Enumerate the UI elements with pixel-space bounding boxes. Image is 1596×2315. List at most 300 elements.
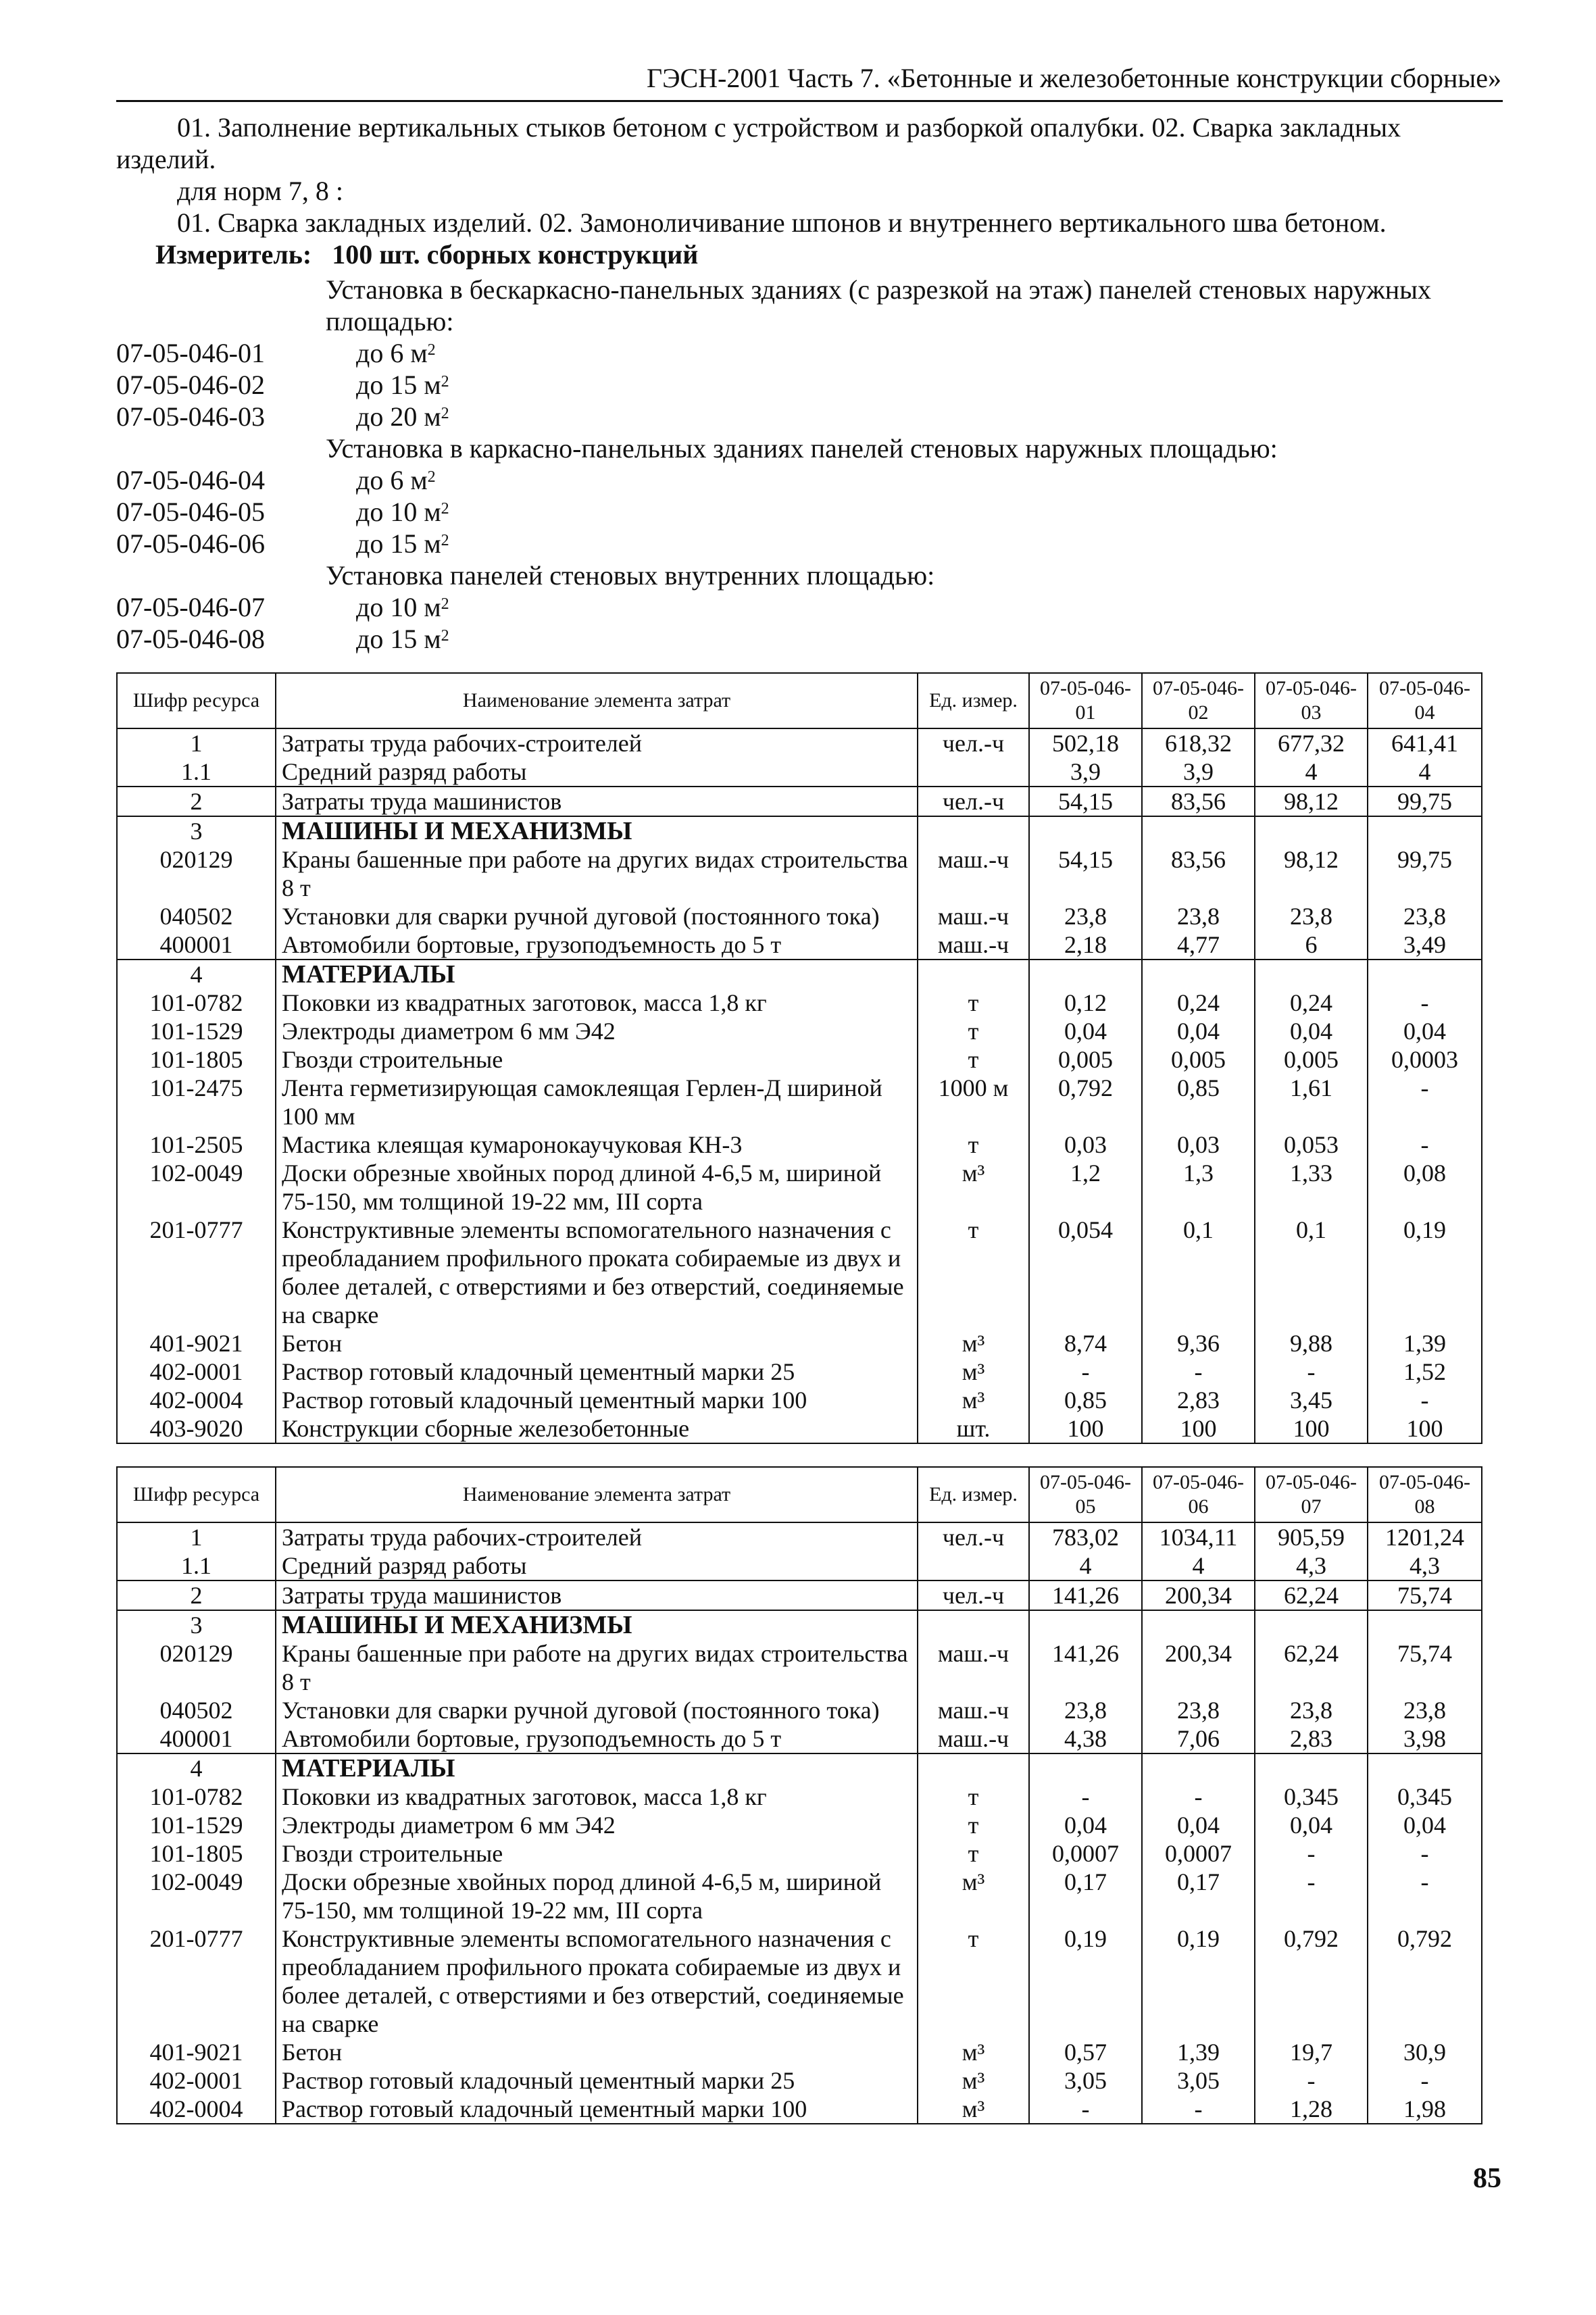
table-row	[117, 845, 1482, 902]
cell-value: 0,57	[1029, 2038, 1142, 2066]
cell-value: 23,8	[1029, 1696, 1142, 1724]
cell-name: Доски обрезные хвойных пород длиной 4-6,5 м, шириной 75-150, мм толщиной 19-22 мм, III сорта	[276, 1159, 918, 1216]
cell-code: 1	[117, 728, 276, 757]
cell-value: 0,792	[1368, 1924, 1482, 2038]
cell-code: 4	[117, 1753, 276, 1783]
cell-value	[1368, 816, 1482, 845]
cell-name: Раствор готовый кладочный цементный марки 25	[276, 2066, 918, 2095]
cell-name: МАТЕРИАЛЫ	[276, 960, 918, 989]
cell-value: 23,8	[1142, 902, 1255, 930]
table-row	[117, 1924, 1482, 2038]
cell-unit: чел.-ч	[918, 728, 1029, 757]
header-norm-column: 07-05-046-02	[1142, 673, 1255, 728]
cell-value	[1368, 1753, 1482, 1783]
cell-code: 4	[117, 960, 276, 989]
cell-value: 0,12	[1029, 989, 1142, 1017]
cell-unit: м³	[918, 1358, 1029, 1386]
table-row	[117, 1017, 1482, 1045]
cell-value: -	[1255, 1358, 1368, 1386]
cell-value	[1029, 1753, 1142, 1783]
cell-value: 4	[1368, 757, 1482, 787]
header-norm-column: 07-05-046-05	[1029, 1467, 1142, 1522]
norm-area-text: до 6 м	[356, 338, 428, 368]
cell-unit: м³	[918, 1329, 1029, 1358]
cell-value: 98,12	[1255, 787, 1368, 816]
header-norm-column: 07-05-046-04	[1368, 673, 1482, 728]
cell-value: 3,05	[1142, 2066, 1255, 2095]
cell-code: 3	[117, 1610, 276, 1639]
cell-code: 401-9021	[117, 2038, 276, 2066]
cell-value: 1,52	[1368, 1358, 1482, 1386]
cell-value: 0,08	[1368, 1159, 1482, 1216]
cell-code: 101-0782	[117, 1783, 276, 1811]
cell-code: 2	[117, 1580, 276, 1610]
cell-value: 618,32	[1142, 728, 1255, 757]
table-row	[117, 1811, 1482, 1839]
table-row	[117, 1358, 1482, 1386]
cell-unit: м³	[918, 2038, 1029, 2066]
cell-name: Гвозди строительные	[276, 1045, 918, 1074]
cell-value: 1,61	[1255, 1074, 1368, 1130]
cell-value: 0,005	[1142, 1045, 1255, 1074]
cell-value: 9,36	[1142, 1329, 1255, 1358]
table-row	[117, 1580, 1482, 1610]
cell-unit: маш.-ч	[918, 1696, 1029, 1724]
cell-code: 402-0004	[117, 2095, 276, 2124]
norm-code: 07-05-046-07	[116, 592, 265, 622]
table-row	[117, 1130, 1482, 1159]
section-row	[117, 960, 1482, 989]
cell-value: 0,04	[1368, 1811, 1482, 1839]
cell-value: 0,85	[1142, 1074, 1255, 1130]
cell-value	[1142, 1610, 1255, 1639]
header-name: Наименование элемента затрат	[276, 673, 918, 728]
cell-value: 1,3	[1142, 1159, 1255, 1216]
norm-area-text: до 10 м	[356, 592, 441, 622]
cell-name: Раствор готовый кладочный цементный марки 25	[276, 1358, 918, 1386]
cell-value: 6	[1255, 930, 1368, 960]
norm-code: 07-05-046-02	[116, 370, 265, 400]
cell-code: 400001	[117, 930, 276, 960]
measure-line	[155, 239, 698, 270]
norm-description	[356, 496, 449, 528]
running-header: ГЭСН-2001 Часть 7. «Бетонные и железобетонные конструкции сборные»	[646, 63, 1501, 93]
header-unit: Ед. измер.	[918, 673, 1029, 728]
cell-code: 400001	[117, 1724, 276, 1753]
cell-name: Поковки из квадратных заготовок, масса 1,8 кг	[276, 1783, 918, 1811]
cell-value: 3,49	[1368, 930, 1482, 960]
header-norm-column: 07-05-046-01	[1029, 673, 1142, 728]
cell-value: 0,04	[1142, 1811, 1255, 1839]
table-row	[117, 1386, 1482, 1414]
cell-value: 2,83	[1255, 1724, 1368, 1753]
table-header-row	[117, 673, 1482, 728]
cell-value: 0,04	[1255, 1811, 1368, 1839]
section-row	[117, 816, 1482, 845]
cell-unit: маш.-ч	[918, 1639, 1029, 1696]
norm-area-exponent: 2	[441, 500, 449, 518]
cell-value: -	[1368, 2066, 1482, 2095]
cell-value: -	[1142, 1358, 1255, 1386]
cell-name: МАТЕРИАЛЫ	[276, 1753, 918, 1783]
cell-unit: маш.-ч	[918, 1724, 1029, 1753]
cell-unit: т	[918, 1045, 1029, 1074]
page-number: 85	[1473, 2163, 1501, 2194]
section-row	[117, 1610, 1482, 1639]
cell-value: 4,3	[1255, 1551, 1368, 1580]
cell-value: -	[1029, 1358, 1142, 1386]
header-norm-column: 07-05-046-07	[1255, 1467, 1368, 1522]
cell-value: 4	[1255, 757, 1368, 787]
cell-value: 0,04	[1142, 1017, 1255, 1045]
cell-value: -	[1368, 1074, 1482, 1130]
cell-unit: т	[918, 1839, 1029, 1868]
table-row	[117, 1159, 1482, 1216]
cell-unit: чел.-ч	[918, 1580, 1029, 1610]
cell-value: 100	[1029, 1414, 1142, 1443]
cell-unit: 1000 м	[918, 1074, 1029, 1130]
intro-norms-label: для норм 7, 8 :	[177, 176, 343, 206]
cell-value: 99,75	[1368, 845, 1482, 902]
measure-label: Измеритель:	[155, 239, 312, 270]
cell-value: 3,9	[1029, 757, 1142, 787]
cell-unit: м³	[918, 1386, 1029, 1414]
resource-table-1	[116, 672, 1482, 1444]
cell-value: 62,24	[1255, 1639, 1368, 1696]
cell-value: 502,18	[1029, 728, 1142, 757]
norm-code: 07-05-046-05	[116, 497, 265, 527]
cell-unit: т	[918, 1783, 1029, 1811]
cell-value: 0,0007	[1142, 1839, 1255, 1868]
cell-value: 2,83	[1142, 1386, 1255, 1414]
cell-value	[1255, 816, 1368, 845]
norm-area-text: до 15 м	[356, 624, 441, 654]
cell-value: 9,88	[1255, 1329, 1368, 1358]
norm-code: 07-05-046-03	[116, 401, 265, 432]
header-norm-column: 07-05-046-08	[1368, 1467, 1482, 1522]
cell-code: 101-1529	[117, 1017, 276, 1045]
norm-code: 07-05-046-01	[116, 338, 265, 368]
norm-area-text: до 20 м	[356, 401, 441, 432]
cell-value: 3,05	[1029, 2066, 1142, 2095]
cell-value: 1,33	[1255, 1159, 1368, 1216]
norm-description	[356, 369, 449, 401]
cell-code: 403-9020	[117, 1414, 276, 1443]
cell-value: 0,1	[1255, 1216, 1368, 1329]
cell-name: Затраты труда рабочих-строителей	[276, 728, 918, 757]
norm-area-exponent: 2	[441, 595, 449, 613]
header-norm-column: 07-05-046-06	[1142, 1467, 1255, 1522]
cell-unit: т	[918, 1811, 1029, 1839]
cell-value: 100	[1142, 1414, 1255, 1443]
cell-value: 0,792	[1029, 1074, 1142, 1130]
cell-name: Затраты труда рабочих-строителей	[276, 1522, 918, 1551]
cell-value: -	[1368, 1868, 1482, 1924]
cell-value: 141,26	[1029, 1639, 1142, 1696]
norm-description	[356, 464, 436, 496]
cell-value: 1,28	[1255, 2095, 1368, 2124]
cell-unit: м³	[918, 1159, 1029, 1216]
cell-name: Установки для сварки ручной дуговой (постоянного тока)	[276, 1696, 918, 1724]
cell-code: 020129	[117, 1639, 276, 1696]
cell-unit: маш.-ч	[918, 902, 1029, 930]
cell-value: 0,19	[1029, 1924, 1142, 2038]
cell-name: Электроды диаметром 6 мм Э42	[276, 1811, 918, 1839]
cell-code: 1.1	[117, 757, 276, 787]
table-row	[117, 1839, 1482, 1868]
norm-area-exponent: 2	[441, 405, 449, 422]
cell-unit	[918, 816, 1029, 845]
cell-value: 0,054	[1029, 1216, 1142, 1329]
cell-name: Поковки из квадратных заготовок, масса 1,8 кг	[276, 989, 918, 1017]
cell-value	[1255, 960, 1368, 989]
cell-value: 677,32	[1255, 728, 1368, 757]
cell-value: -	[1142, 2095, 1255, 2124]
header-name: Наименование элемента затрат	[276, 1467, 918, 1522]
cell-code: 402-0001	[117, 1358, 276, 1386]
cell-name: Затраты труда машинистов	[276, 1580, 918, 1610]
table-row	[117, 1724, 1482, 1753]
cell-name: Средний разряд работы	[276, 757, 918, 787]
cell-unit: м³	[918, 2066, 1029, 2095]
cell-value	[1142, 816, 1255, 845]
cell-unit: маш.-ч	[918, 930, 1029, 960]
cell-value: 7,06	[1142, 1724, 1255, 1753]
norm-code: 07-05-046-04	[116, 465, 265, 495]
norm-description	[356, 623, 449, 655]
cell-unit: т	[918, 1130, 1029, 1159]
cell-value: -	[1368, 1386, 1482, 1414]
cell-value: 0,03	[1029, 1130, 1142, 1159]
cell-code: 402-0004	[117, 1386, 276, 1414]
cell-value: 23,8	[1368, 1696, 1482, 1724]
measure-value: 100 шт. сборных конструкций	[332, 239, 699, 270]
cell-value: 8,74	[1029, 1329, 1142, 1358]
header-code: Шифр ресурса	[117, 673, 276, 728]
table-row	[117, 1783, 1482, 1811]
cell-value: 4	[1142, 1551, 1255, 1580]
cell-value	[1255, 1610, 1368, 1639]
cell-value: 0,19	[1142, 1924, 1255, 2038]
cell-value: -	[1255, 2066, 1368, 2095]
cell-unit	[918, 1551, 1029, 1580]
norm-area-text: до 15 м	[356, 528, 441, 559]
table-row	[117, 1551, 1482, 1580]
cell-name: Раствор готовый кладочный цементный марки 100	[276, 1386, 918, 1414]
cell-value: 0,04	[1255, 1017, 1368, 1045]
intro-paragraph-1: 01. Заполнение вертикальных стыков бетоном с устройством и разборкой опалубки. 02. Сварка закладных изделий.	[116, 112, 1401, 174]
cell-name: Электроды диаметром 6 мм Э42	[276, 1017, 918, 1045]
cell-value	[1029, 816, 1142, 845]
norm-area-exponent: 2	[427, 341, 436, 359]
cell-value: 4,38	[1029, 1724, 1142, 1753]
cell-value	[1142, 1753, 1255, 1783]
cell-name: Доски обрезные хвойных пород длиной 4-6,5 м, шириной 75-150, мм толщиной 19-22 мм, III сорта	[276, 1868, 918, 1924]
cell-value: 75,74	[1368, 1580, 1482, 1610]
cell-value: 75,74	[1368, 1639, 1482, 1696]
cell-value: 0,85	[1029, 1386, 1142, 1414]
cell-value: 83,56	[1142, 787, 1255, 816]
cell-code: 101-1529	[117, 1811, 276, 1839]
cell-unit	[918, 1610, 1029, 1639]
cell-value: 3,9	[1142, 757, 1255, 787]
table-header-row	[117, 1467, 1482, 1522]
cell-value: 1,98	[1368, 2095, 1482, 2124]
cell-unit: т	[918, 1017, 1029, 1045]
table-row	[117, 728, 1482, 757]
cell-value: 200,34	[1142, 1639, 1255, 1696]
cell-name: Автомобили бортовые, грузоподъемность до 5 т	[276, 1724, 918, 1753]
cell-value: 1034,11	[1142, 1522, 1255, 1551]
cell-code: 2	[117, 787, 276, 816]
cell-value: 0,053	[1255, 1130, 1368, 1159]
cell-name: Бетон	[276, 1329, 918, 1358]
cell-code: 101-2475	[117, 1074, 276, 1130]
cell-value: 200,34	[1142, 1580, 1255, 1610]
cell-code: 201-0777	[117, 1924, 276, 2038]
header-rule	[116, 100, 1503, 102]
cell-code: 101-2505	[117, 1130, 276, 1159]
cell-value: 1,2	[1029, 1159, 1142, 1216]
cell-name: Автомобили бортовые, грузоподъемность до 5 т	[276, 930, 918, 960]
cell-unit: м³	[918, 2095, 1029, 2124]
cell-code: 040502	[117, 902, 276, 930]
cell-value: 0,03	[1142, 1130, 1255, 1159]
norm-description	[356, 337, 436, 369]
cell-value: 62,24	[1255, 1580, 1368, 1610]
header-code: Шифр ресурса	[117, 1467, 276, 1522]
norm-description	[356, 401, 449, 432]
cell-value: 783,02	[1029, 1522, 1142, 1551]
cell-name: Конструкции сборные железобетонные	[276, 1414, 918, 1443]
cell-name: Бетон	[276, 2038, 918, 2066]
norm-area-text: до 6 м	[356, 465, 428, 495]
cell-value: 1,39	[1368, 1329, 1482, 1358]
intro-paragraph-2: 01. Сварка закладных изделий. 02. Замоноличивание шпонов и внутреннего вертикального шва бетоном.	[177, 207, 1387, 238]
cell-value: 23,8	[1029, 902, 1142, 930]
cell-unit	[918, 1753, 1029, 1783]
cell-value: 0,17	[1142, 1868, 1255, 1924]
cell-value	[1368, 1610, 1482, 1639]
cell-value: 0,0007	[1029, 1839, 1142, 1868]
norm-area-exponent: 2	[427, 468, 436, 486]
cell-value: 3,45	[1255, 1386, 1368, 1414]
cell-code: 3	[117, 816, 276, 845]
cell-code: 101-0782	[117, 989, 276, 1017]
group-title: Установка в каркасно-панельных зданиях панелей стеновых наружных площадью:	[326, 433, 1278, 464]
cell-value: 641,41	[1368, 728, 1482, 757]
cell-code: 102-0049	[117, 1868, 276, 1924]
cell-value: 100	[1368, 1414, 1482, 1443]
cell-value: 19,7	[1255, 2038, 1368, 2066]
cell-value: -	[1029, 2095, 1142, 2124]
cell-value: 0,04	[1368, 1017, 1482, 1045]
cell-value	[1029, 960, 1142, 989]
cell-value: 23,8	[1255, 1696, 1368, 1724]
cell-unit: т	[918, 989, 1029, 1017]
cell-name: Краны башенные при работе на других видах строительства 8 т	[276, 1639, 918, 1696]
norm-area-text: до 15 м	[356, 370, 441, 400]
section-row	[117, 1753, 1482, 1783]
cell-value: 3,98	[1368, 1724, 1482, 1753]
cell-value: 0,17	[1029, 1868, 1142, 1924]
table-row	[117, 1414, 1482, 1443]
cell-value: -	[1368, 989, 1482, 1017]
cell-value: 0,24	[1255, 989, 1368, 1017]
cell-value: 0,005	[1255, 1045, 1368, 1074]
cell-unit: т	[918, 1216, 1029, 1329]
cell-value: 0,0003	[1368, 1045, 1482, 1074]
cell-value: 0,04	[1029, 1811, 1142, 1839]
norm-code: 07-05-046-08	[116, 624, 265, 654]
cell-unit: т	[918, 1924, 1029, 2038]
cell-unit: шт.	[918, 1414, 1029, 1443]
cell-code: 040502	[117, 1696, 276, 1724]
norm-code: 07-05-046-06	[116, 528, 265, 559]
table-row	[117, 1639, 1482, 1696]
cell-value: 141,26	[1029, 1580, 1142, 1610]
cell-value: 30,9	[1368, 2038, 1482, 2066]
table-row	[117, 1216, 1482, 1329]
cell-value: 905,59	[1255, 1522, 1368, 1551]
cell-value: 0,04	[1029, 1017, 1142, 1045]
table-row	[117, 989, 1482, 1017]
cell-value: 0,1	[1142, 1216, 1255, 1329]
table-row	[117, 902, 1482, 930]
table-row	[117, 757, 1482, 787]
cell-code: 101-1805	[117, 1045, 276, 1074]
table-row	[117, 2066, 1482, 2095]
table-row	[117, 787, 1482, 816]
group-title: Установка в бескаркасно-панельных зданиях (с разрезкой на этаж) панелей стеновых наружных площадью:	[326, 274, 1432, 337]
header-unit: Ед. измер.	[918, 1467, 1029, 1522]
cell-name: Краны башенные при работе на других видах строительства 8 т	[276, 845, 918, 902]
table-row	[117, 2038, 1482, 2066]
cell-value: 23,8	[1142, 1696, 1255, 1724]
cell-value: 0,005	[1029, 1045, 1142, 1074]
cell-unit: чел.-ч	[918, 1522, 1029, 1551]
cell-value: 23,8	[1368, 902, 1482, 930]
table-row	[117, 1868, 1482, 1924]
cell-value: 100	[1255, 1414, 1368, 1443]
cell-value: 4,77	[1142, 930, 1255, 960]
cell-value: -	[1142, 1783, 1255, 1811]
cell-name: Конструктивные элементы вспомогательного назначения с преобладанием профильного проката собираемые из двух и более деталей, с отверстиями и без отверстий, соединяемые на сварке	[276, 1924, 918, 2038]
cell-name: Средний разряд работы	[276, 1551, 918, 1580]
cell-name: МАШИНЫ И МЕХАНИЗМЫ	[276, 816, 918, 845]
cell-value: 23,8	[1255, 902, 1368, 930]
cell-value	[1368, 960, 1482, 989]
cell-code: 102-0049	[117, 1159, 276, 1216]
cell-unit: м³	[918, 1868, 1029, 1924]
cell-value: 1,39	[1142, 2038, 1255, 2066]
cell-code: 020129	[117, 845, 276, 902]
cell-name: Мастика клеящая кумаронокаучуковая КН-3	[276, 1130, 918, 1159]
cell-value: 54,15	[1029, 845, 1142, 902]
cell-value	[1029, 1610, 1142, 1639]
cell-name: Установки для сварки ручной дуговой (постоянного тока)	[276, 902, 918, 930]
cell-value: -	[1029, 1783, 1142, 1811]
cell-name: Лента герметизирующая самоклеящая Герлен-Д шириной 100 мм	[276, 1074, 918, 1130]
cell-value: 2,18	[1029, 930, 1142, 960]
cell-value: 0,792	[1255, 1924, 1368, 2038]
norm-area-text: до 10 м	[356, 497, 441, 527]
cell-value: 99,75	[1368, 787, 1482, 816]
cell-code: 1.1	[117, 1551, 276, 1580]
cell-unit: маш.-ч	[918, 845, 1029, 902]
norm-description	[356, 591, 449, 623]
cell-value: -	[1368, 1130, 1482, 1159]
